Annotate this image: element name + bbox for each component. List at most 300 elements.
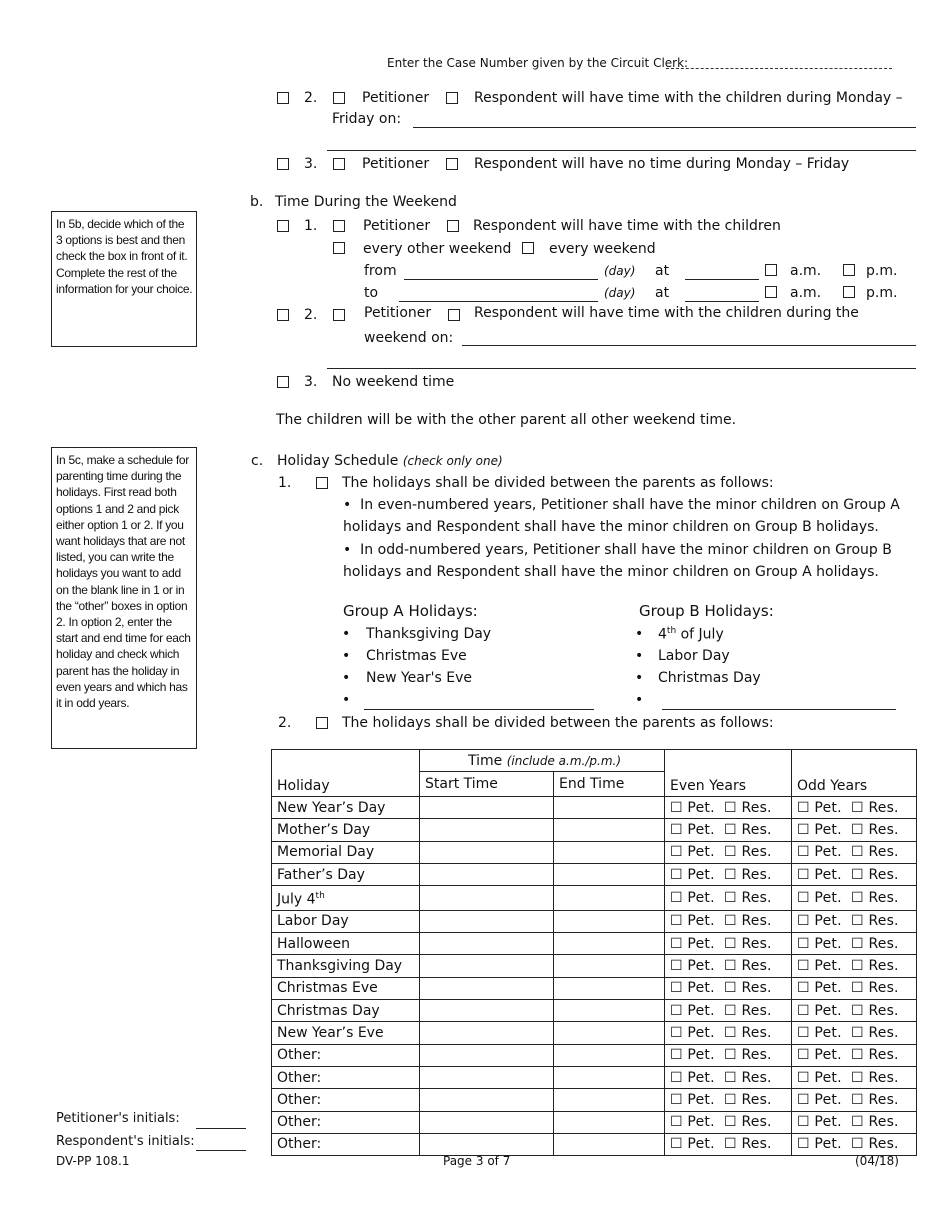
to-am-checkbox[interactable] bbox=[765, 286, 777, 298]
odd-res-checkbox[interactable]: ☐ bbox=[851, 980, 864, 997]
even-years-cell bbox=[665, 1022, 792, 1044]
even-pet-checkbox[interactable]: ☐ bbox=[670, 821, 683, 838]
form-date: (04/18) bbox=[855, 1154, 899, 1168]
holiday-name-sup: th bbox=[315, 891, 325, 902]
odd-res-checkbox[interactable]: ☐ bbox=[851, 1047, 864, 1064]
end-time-cell[interactable] bbox=[554, 797, 665, 819]
col-time-header bbox=[420, 750, 665, 772]
weekend-opt2-continuation: weekend on: bbox=[364, 330, 454, 346]
weekend-opt1-respondent-text: Respondent will have time with the children bbox=[473, 218, 781, 234]
odd-res-checkbox[interactable]: ☐ bbox=[851, 958, 864, 975]
even-res-label: Res. bbox=[741, 1024, 772, 1041]
odd-pet-label: Pet. bbox=[814, 913, 842, 930]
end-time-cell[interactable] bbox=[554, 1111, 665, 1133]
petitioner-initials-field[interactable] bbox=[196, 1128, 246, 1129]
even-pet-label: Pet. bbox=[687, 913, 715, 930]
table-row bbox=[272, 1133, 917, 1155]
table-row bbox=[272, 1066, 917, 1088]
end-time-cell[interactable] bbox=[554, 863, 665, 885]
bullet-odd-line-2: holidays and Respondent shall have the minor children on Group A holidays. bbox=[343, 564, 879, 580]
table-row bbox=[272, 955, 917, 977]
odd-res-label: Res. bbox=[868, 1091, 899, 1108]
start-time-cell[interactable] bbox=[420, 819, 554, 841]
even-pet-label: Pet. bbox=[687, 958, 715, 975]
weekday-opt2-respondent-text: Respondent will have time with the children during Monday – bbox=[474, 90, 903, 106]
case-number-label: Enter the Case Number given by the Circuit Clerk: bbox=[387, 56, 689, 70]
holiday-name: New Year’s Day bbox=[277, 799, 386, 816]
group-b-july-num: 4 bbox=[658, 626, 667, 643]
odd-res-label: Res. bbox=[868, 821, 899, 838]
even-res-checkbox[interactable]: ☐ bbox=[724, 913, 737, 930]
odd-res-checkbox[interactable]: ☐ bbox=[851, 1114, 864, 1131]
even-years-cell bbox=[665, 1111, 792, 1133]
even-pet-checkbox[interactable]: ☐ bbox=[670, 1024, 683, 1041]
holiday-option-1-text: The holidays shall be divided between the parents as follows: bbox=[342, 475, 774, 491]
even-pet-label: Pet. bbox=[687, 1136, 715, 1153]
odd-pet-label: Pet. bbox=[814, 1069, 842, 1086]
table-row bbox=[272, 886, 917, 911]
start-time-cell[interactable] bbox=[420, 863, 554, 885]
from-pm-label: p.m. bbox=[866, 263, 898, 279]
even-res-checkbox[interactable]: ☐ bbox=[724, 980, 737, 997]
holiday-name-cell bbox=[272, 910, 420, 932]
weekday-opt2-petitioner-checkbox[interactable] bbox=[333, 92, 345, 104]
start-time-cell[interactable] bbox=[420, 933, 554, 955]
odd-pet-checkbox[interactable]: ☐ bbox=[797, 1136, 810, 1153]
even-pet-checkbox[interactable]: ☐ bbox=[670, 799, 683, 816]
odd-pet-checkbox[interactable]: ☐ bbox=[797, 1069, 810, 1086]
odd-pet-label: Pet. bbox=[814, 958, 842, 975]
even-pet-label: Pet. bbox=[687, 866, 715, 883]
start-time-cell[interactable] bbox=[420, 1089, 554, 1111]
odd-res-label: Res. bbox=[868, 913, 899, 930]
holiday-name: Other: bbox=[277, 1091, 322, 1108]
holiday-name: Other: bbox=[277, 1114, 322, 1131]
even-pet-checkbox[interactable]: ☐ bbox=[670, 890, 683, 907]
odd-res-label: Res. bbox=[868, 1069, 899, 1086]
holiday-name-cell bbox=[272, 1044, 420, 1066]
weekend-option-3-checkbox[interactable] bbox=[277, 376, 289, 388]
holiday-name: Father’s Day bbox=[277, 866, 365, 883]
weekend-option-2-checkbox[interactable] bbox=[277, 309, 289, 321]
even-res-checkbox[interactable]: ☐ bbox=[724, 958, 737, 975]
odd-res-label: Res. bbox=[868, 935, 899, 952]
every-weekend-checkbox[interactable] bbox=[522, 242, 534, 254]
even-years-cell bbox=[665, 863, 792, 885]
even-years-cell bbox=[665, 1133, 792, 1155]
end-time-cell[interactable] bbox=[554, 1044, 665, 1066]
odd-res-checkbox[interactable]: ☐ bbox=[851, 844, 864, 861]
even-years-cell bbox=[665, 797, 792, 819]
even-years-cell bbox=[665, 1044, 792, 1066]
start-time-cell[interactable] bbox=[420, 841, 554, 863]
holiday-name: Other: bbox=[277, 1047, 322, 1064]
holiday-name-cell bbox=[272, 797, 420, 819]
weekday-opt2-days-field-2[interactable] bbox=[327, 150, 916, 151]
even-res-label: Res. bbox=[741, 980, 772, 997]
even-pet-label: Pet. bbox=[687, 890, 715, 907]
even-pet-label: Pet. bbox=[687, 935, 715, 952]
holiday-name-cell bbox=[272, 886, 420, 911]
to-time-field[interactable] bbox=[685, 301, 759, 302]
start-time-cell[interactable] bbox=[420, 1111, 554, 1133]
even-res-label: Res. bbox=[741, 1136, 772, 1153]
bullet-even-line-2: holidays and Respondent shall have the minor children on Group B holidays. bbox=[343, 519, 879, 535]
odd-years-cell bbox=[792, 977, 917, 999]
holiday-name: Christmas Eve bbox=[277, 980, 378, 997]
start-time-cell[interactable] bbox=[420, 1022, 554, 1044]
odd-years-cell bbox=[792, 1066, 917, 1088]
end-time-cell[interactable] bbox=[554, 933, 665, 955]
weekend-instruction-note: In 5b, decide which of the 3 options is best and then check the box in front of it. Complete the rest of the information for your choice. bbox=[51, 211, 197, 347]
odd-pet-label: Pet. bbox=[814, 890, 842, 907]
holiday-name-cell bbox=[272, 1089, 420, 1111]
even-res-label: Res. bbox=[741, 821, 772, 838]
odd-years-cell bbox=[792, 886, 917, 911]
odd-pet-label: Pet. bbox=[814, 821, 842, 838]
respondent-initials-field[interactable] bbox=[196, 1150, 246, 1151]
even-pet-checkbox[interactable]: ☐ bbox=[670, 866, 683, 883]
odd-pet-checkbox[interactable]: ☐ bbox=[797, 980, 810, 997]
odd-res-checkbox[interactable]: ☐ bbox=[851, 799, 864, 816]
start-time-cell[interactable] bbox=[420, 1133, 554, 1155]
even-years-cell bbox=[665, 819, 792, 841]
table-row bbox=[272, 797, 917, 819]
even-years-cell bbox=[665, 841, 792, 863]
odd-pet-label: Pet. bbox=[814, 1136, 842, 1153]
start-time-cell[interactable] bbox=[420, 955, 554, 977]
odd-years-cell bbox=[792, 819, 917, 841]
even-res-label: Res. bbox=[741, 935, 772, 952]
odd-years-cell bbox=[792, 933, 917, 955]
end-time-cell[interactable] bbox=[554, 910, 665, 932]
even-res-checkbox[interactable]: ☐ bbox=[724, 799, 737, 816]
group-b-title: Group B Holidays: bbox=[639, 602, 774, 620]
holiday-section-letter: c. bbox=[251, 453, 264, 469]
holiday-name-cell bbox=[272, 1000, 420, 1022]
petitioner-initials-label: Petitioner's initials: bbox=[56, 1111, 180, 1126]
holiday-name: Other: bbox=[277, 1069, 322, 1086]
col-holiday-header: Holiday bbox=[272, 750, 420, 797]
weekday-option-2-number: 2. bbox=[304, 90, 318, 106]
even-pet-checkbox[interactable]: ☐ bbox=[670, 1114, 683, 1131]
weekend-option-1-checkbox[interactable] bbox=[277, 220, 289, 232]
weekend-opt2-petitioner-checkbox[interactable] bbox=[333, 309, 345, 321]
even-pet-checkbox[interactable]: ☐ bbox=[670, 1069, 683, 1086]
even-pet-label: Pet. bbox=[687, 1024, 715, 1041]
start-time-cell[interactable] bbox=[420, 797, 554, 819]
odd-pet-checkbox[interactable]: ☐ bbox=[797, 913, 810, 930]
weekend-opt2-field-2[interactable] bbox=[327, 368, 916, 369]
group-a-item: Thanksgiving Day bbox=[366, 626, 492, 642]
odd-pet-checkbox[interactable]: ☐ bbox=[797, 890, 810, 907]
even-years-cell bbox=[665, 910, 792, 932]
bullet-even-years bbox=[343, 497, 900, 513]
even-pet-checkbox[interactable]: ☐ bbox=[670, 1002, 683, 1019]
to-day-caption: (day) bbox=[604, 286, 636, 300]
table-row bbox=[272, 1111, 917, 1133]
end-time-cell[interactable] bbox=[554, 1000, 665, 1022]
table-row bbox=[272, 819, 917, 841]
even-years-cell bbox=[665, 955, 792, 977]
holiday-name-cell bbox=[272, 977, 420, 999]
even-pet-checkbox[interactable]: ☐ bbox=[670, 1136, 683, 1153]
start-time-cell[interactable] bbox=[420, 886, 554, 911]
even-pet-label: Pet. bbox=[687, 1069, 715, 1086]
group-a-item: Christmas Eve bbox=[366, 648, 467, 664]
end-time-cell[interactable] bbox=[554, 841, 665, 863]
end-time-cell[interactable] bbox=[554, 1066, 665, 1088]
weekend-opt1-petitioner-checkbox[interactable] bbox=[333, 220, 345, 232]
even-res-label: Res. bbox=[741, 1047, 772, 1064]
table-row bbox=[272, 910, 917, 932]
even-pet-checkbox[interactable]: ☐ bbox=[670, 913, 683, 930]
weekend-opt1-petitioner-label: Petitioner bbox=[363, 218, 431, 234]
odd-years-cell bbox=[792, 841, 917, 863]
weekend-section-heading: Time During the Weekend bbox=[275, 194, 457, 210]
holiday-name-cell bbox=[272, 1066, 420, 1088]
weekend-opt2-respondent-checkbox[interactable] bbox=[448, 309, 460, 321]
from-am-checkbox[interactable] bbox=[765, 264, 777, 276]
even-res-label: Res. bbox=[741, 890, 772, 907]
col-start-time-header: Start Time bbox=[420, 772, 554, 797]
weekend-opt1-respondent-checkbox[interactable] bbox=[447, 220, 459, 232]
even-pet-checkbox[interactable]: ☐ bbox=[670, 1091, 683, 1108]
group-b-bullet-icon: • bbox=[635, 670, 644, 686]
weekday-option-3-number: 3. bbox=[304, 156, 318, 172]
even-pet-label: Pet. bbox=[687, 1047, 715, 1064]
weekend-opt2-field[interactable] bbox=[462, 345, 916, 346]
page-number: Page 3 of 7 bbox=[443, 1154, 511, 1168]
col-time-note: (include a.m./p.m.) bbox=[506, 753, 622, 768]
group-b-bullet-icon: • bbox=[635, 648, 644, 664]
weekday-opt2-petitioner-label: Petitioner bbox=[362, 90, 430, 106]
table-row bbox=[272, 841, 917, 863]
weekday-opt3-petitioner-checkbox[interactable] bbox=[333, 158, 345, 170]
group-a-item: New Year's Eve bbox=[366, 670, 472, 686]
odd-pet-label: Pet. bbox=[814, 1114, 842, 1131]
col-odd-years-header: Odd Years bbox=[792, 750, 917, 797]
start-time-cell[interactable] bbox=[420, 1066, 554, 1088]
holiday-name-cell bbox=[272, 955, 420, 977]
odd-pet-label: Pet. bbox=[814, 844, 842, 861]
even-res-checkbox[interactable]: ☐ bbox=[724, 890, 737, 907]
odd-pet-checkbox[interactable]: ☐ bbox=[797, 1091, 810, 1108]
odd-years-cell bbox=[792, 1133, 917, 1155]
even-pet-checkbox[interactable]: ☐ bbox=[670, 958, 683, 975]
even-res-label: Res. bbox=[741, 844, 772, 861]
holiday-option-2-checkbox[interactable] bbox=[316, 717, 328, 729]
odd-res-label: Res. bbox=[868, 1136, 899, 1153]
group-b-other-field[interactable] bbox=[662, 709, 896, 710]
col-end-time-header: End Time bbox=[554, 772, 665, 797]
odd-res-label: Res. bbox=[868, 844, 899, 861]
group-b-item: Christmas Day bbox=[658, 670, 761, 686]
to-pm-label: p.m. bbox=[866, 285, 898, 301]
odd-pet-checkbox[interactable]: ☐ bbox=[797, 1024, 810, 1041]
odd-pet-label: Pet. bbox=[814, 935, 842, 952]
bullet-icon: • bbox=[343, 497, 352, 513]
from-time-field[interactable] bbox=[685, 279, 759, 280]
even-res-checkbox[interactable]: ☐ bbox=[724, 1002, 737, 1019]
odd-pet-checkbox[interactable]: ☐ bbox=[797, 844, 810, 861]
odd-years-cell bbox=[792, 797, 917, 819]
weekday-option-3-checkbox[interactable] bbox=[277, 158, 289, 170]
table-row bbox=[272, 863, 917, 885]
holiday-name-cell bbox=[272, 863, 420, 885]
case-number-field[interactable] bbox=[666, 68, 892, 69]
holiday-name-cell bbox=[272, 933, 420, 955]
start-time-cell[interactable] bbox=[420, 977, 554, 999]
table-row bbox=[272, 1044, 917, 1066]
bullet-odd-line-1: In odd-numbered years, Petitioner shall have the minor children on Group B bbox=[360, 542, 892, 558]
weekend-other-parent-text: The children will be with the other parent all other weekend time. bbox=[276, 412, 737, 428]
from-pm-checkbox[interactable] bbox=[843, 264, 855, 276]
end-time-cell[interactable] bbox=[554, 977, 665, 999]
even-res-checkbox[interactable]: ☐ bbox=[724, 935, 737, 952]
odd-res-checkbox[interactable]: ☐ bbox=[851, 821, 864, 838]
odd-res-label: Res. bbox=[868, 958, 899, 975]
holiday-option-1-checkbox[interactable] bbox=[316, 477, 328, 489]
even-res-label: Res. bbox=[741, 1069, 772, 1086]
odd-res-label: Res. bbox=[868, 799, 899, 816]
even-res-label: Res. bbox=[741, 1002, 772, 1019]
every-other-weekend-checkbox[interactable] bbox=[333, 242, 345, 254]
end-time-cell[interactable] bbox=[554, 819, 665, 841]
to-label: to bbox=[364, 285, 379, 301]
odd-years-cell bbox=[792, 955, 917, 977]
even-res-checkbox[interactable]: ☐ bbox=[724, 1024, 737, 1041]
group-b-item-july bbox=[658, 626, 724, 643]
weekend-option-2-number: 2. bbox=[304, 307, 318, 323]
holiday-name: July 4 bbox=[277, 891, 316, 908]
holiday-name: Christmas Day bbox=[277, 1002, 380, 1019]
end-time-cell[interactable] bbox=[554, 955, 665, 977]
holiday-name: Other: bbox=[277, 1136, 322, 1153]
even-res-checkbox[interactable]: ☐ bbox=[724, 1069, 737, 1086]
odd-pet-label: Pet. bbox=[814, 866, 842, 883]
odd-res-checkbox[interactable]: ☐ bbox=[851, 913, 864, 930]
even-res-label: Res. bbox=[741, 958, 772, 975]
even-res-checkbox[interactable]: ☐ bbox=[724, 1136, 737, 1153]
even-res-checkbox[interactable]: ☐ bbox=[724, 844, 737, 861]
odd-pet-checkbox[interactable]: ☐ bbox=[797, 958, 810, 975]
odd-res-checkbox[interactable]: ☐ bbox=[851, 935, 864, 952]
holiday-name-cell bbox=[272, 841, 420, 863]
even-pet-checkbox[interactable]: ☐ bbox=[670, 844, 683, 861]
odd-res-label: Res. bbox=[868, 1047, 899, 1064]
odd-res-label: Res. bbox=[868, 1114, 899, 1131]
odd-res-checkbox[interactable]: ☐ bbox=[851, 1136, 864, 1153]
odd-res-checkbox[interactable]: ☐ bbox=[851, 1069, 864, 1086]
to-at-label: at bbox=[655, 285, 670, 301]
weekday-option-2-checkbox[interactable] bbox=[277, 92, 289, 104]
even-years-cell bbox=[665, 1066, 792, 1088]
even-res-checkbox[interactable]: ☐ bbox=[724, 866, 737, 883]
even-res-checkbox[interactable]: ☐ bbox=[724, 1047, 737, 1064]
odd-pet-checkbox[interactable]: ☐ bbox=[797, 866, 810, 883]
from-am-label: a.m. bbox=[790, 263, 822, 279]
start-time-cell[interactable] bbox=[420, 1000, 554, 1022]
holiday-name-cell bbox=[272, 819, 420, 841]
odd-res-checkbox[interactable]: ☐ bbox=[851, 890, 864, 907]
end-time-cell[interactable] bbox=[554, 1089, 665, 1111]
odd-years-cell bbox=[792, 1089, 917, 1111]
even-years-cell bbox=[665, 1000, 792, 1022]
group-a-bullet-icon: • bbox=[342, 626, 351, 642]
even-pet-checkbox[interactable]: ☐ bbox=[670, 1047, 683, 1064]
weekday-opt2-days-field[interactable] bbox=[413, 127, 916, 128]
weekend-section-letter: b. bbox=[250, 194, 264, 210]
odd-res-label: Res. bbox=[868, 1002, 899, 1019]
even-years-cell bbox=[665, 886, 792, 911]
odd-pet-checkbox[interactable]: ☐ bbox=[797, 1047, 810, 1064]
odd-pet-label: Pet. bbox=[814, 1091, 842, 1108]
odd-pet-checkbox[interactable]: ☐ bbox=[797, 1114, 810, 1131]
weekday-opt2-respondent-checkbox[interactable] bbox=[446, 92, 458, 104]
even-res-label: Res. bbox=[741, 866, 772, 883]
odd-pet-label: Pet. bbox=[814, 1024, 842, 1041]
group-a-bullet-icon: • bbox=[342, 692, 351, 708]
group-a-bullet-icon: • bbox=[342, 670, 351, 686]
odd-pet-checkbox[interactable]: ☐ bbox=[797, 821, 810, 838]
end-time-cell[interactable] bbox=[554, 886, 665, 911]
weekday-opt3-respondent-checkbox[interactable] bbox=[446, 158, 458, 170]
table-row bbox=[272, 1000, 917, 1022]
odd-pet-checkbox[interactable]: ☐ bbox=[797, 935, 810, 952]
even-res-checkbox[interactable]: ☐ bbox=[724, 1091, 737, 1108]
bullet-odd-years bbox=[343, 542, 892, 558]
odd-pet-checkbox[interactable]: ☐ bbox=[797, 799, 810, 816]
every-weekend-label: every weekend bbox=[549, 241, 656, 257]
to-day-field[interactable] bbox=[399, 301, 598, 302]
even-pet-label: Pet. bbox=[687, 844, 715, 861]
even-res-checkbox[interactable]: ☐ bbox=[724, 821, 737, 838]
odd-res-label: Res. bbox=[868, 980, 899, 997]
holiday-name-cell bbox=[272, 1133, 420, 1155]
weekend-option-3-number: 3. bbox=[304, 374, 318, 390]
odd-res-checkbox[interactable]: ☐ bbox=[851, 1091, 864, 1108]
even-res-checkbox[interactable]: ☐ bbox=[724, 1114, 737, 1131]
holiday-instruction-note: In 5c, make a schedule for parenting time during the holidays. First read both options 1 and 2 and pick either option 1 or 2. If you want holidays that are not listed, you can write the holidays you want to add on the blank line in 1 or in the “other” boxes in option 2. In option 2, enter the start and end time for each holiday and check which parent has the holiday in even years and which has it in odd years. bbox=[51, 447, 197, 749]
start-time-cell[interactable] bbox=[420, 910, 554, 932]
from-day-field[interactable] bbox=[404, 279, 598, 280]
holiday-heading-text: Holiday Schedule bbox=[277, 453, 399, 469]
odd-res-checkbox[interactable]: ☐ bbox=[851, 866, 864, 883]
even-pet-checkbox[interactable]: ☐ bbox=[670, 980, 683, 997]
table-row bbox=[272, 1022, 917, 1044]
odd-res-checkbox[interactable]: ☐ bbox=[851, 1024, 864, 1041]
to-pm-checkbox[interactable] bbox=[843, 286, 855, 298]
group-b-july-rest: of July bbox=[676, 626, 724, 643]
holiday-option-2-text: The holidays shall be divided between the parents as follows: bbox=[342, 715, 774, 731]
table-row bbox=[272, 933, 917, 955]
odd-res-checkbox[interactable]: ☐ bbox=[851, 1002, 864, 1019]
end-time-cell[interactable] bbox=[554, 1133, 665, 1155]
start-time-cell[interactable] bbox=[420, 1044, 554, 1066]
group-a-other-field[interactable] bbox=[364, 709, 594, 710]
even-pet-checkbox[interactable]: ☐ bbox=[670, 935, 683, 952]
holiday-name: Halloween bbox=[277, 935, 351, 952]
even-res-label: Res. bbox=[741, 1114, 772, 1131]
odd-res-label: Res. bbox=[868, 1024, 899, 1041]
weekday-opt3-petitioner-label: Petitioner bbox=[362, 156, 430, 172]
end-time-cell[interactable] bbox=[554, 1022, 665, 1044]
bullet-icon: • bbox=[343, 542, 352, 558]
odd-pet-checkbox[interactable]: ☐ bbox=[797, 1002, 810, 1019]
table-row bbox=[272, 1089, 917, 1111]
group-b-bullet-icon: • bbox=[635, 626, 644, 642]
